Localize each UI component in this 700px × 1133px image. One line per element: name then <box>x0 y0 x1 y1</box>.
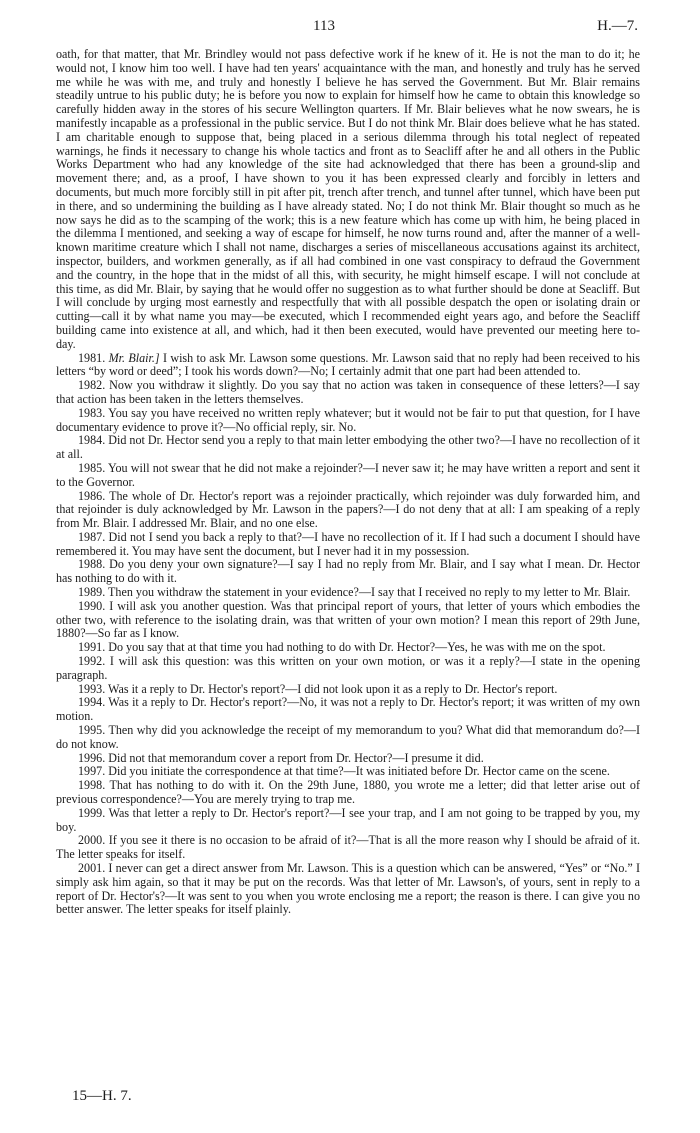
question-number: 1989. <box>78 585 106 600</box>
question-number: 2000. <box>78 833 106 848</box>
question-text: I never can get a direct answer from Mr. Lawson. This is a question which can be answered, “Yes” or “No.” I simply ask him again, so that it may be put on the records. Was that letter of Mr. Lawson's, of yours, sent in reply to a report of Dr. Hector's?—It was sent to you when you wrote enclosing me a report; the reason is there. I can give you no better answer. The letter speaks for itself plainly. <box>56 861 640 917</box>
question-number: 1998. <box>78 778 106 793</box>
question-number: 1982. <box>78 378 106 393</box>
question-paragraph <box>56 807 640 835</box>
question-number: 1992. <box>78 654 106 669</box>
question-paragraph <box>56 379 640 407</box>
question-text: Did not Dr. Hector send you a reply to that main letter embodying the other two?—I have no recollection of it at all. <box>56 433 640 462</box>
question-paragraph <box>56 434 640 462</box>
paragraph <box>56 48 640 352</box>
question-paragraph <box>56 765 640 779</box>
question-text: Did you initiate the correspondence at that time?—It was initiated before Dr. Hector came on the scene. <box>108 764 610 779</box>
question-paragraph <box>56 490 640 531</box>
question-paragraph <box>56 683 640 697</box>
question-paragraph <box>56 352 640 380</box>
question-text: Now you withdraw it slightly. Do you say that no action was taken in consequence of these letters?—I say that action has been taken in the letters themselves. <box>56 378 640 406</box>
question-text: You will not swear that he did not make a rejoinder?—I never saw it; he may have written a report and sent it to the Governor. <box>56 460 640 489</box>
question-text: I will ask you another question. Was that principal report of yours, that letter of yours which embodies the other two, with reference to the isolating drain, was that written of your own motion? I mean this report of 29th June, 1880?—So far as I know. <box>56 598 640 641</box>
question-paragraph <box>56 558 640 586</box>
question-number: 1988. <box>78 557 106 572</box>
question-text: Was that letter a reply to Dr. Hector's report?—I see your trap, and I am not going to be trapped by you, my boy. <box>56 805 640 834</box>
question-number: 1983. <box>78 405 106 420</box>
question-paragraph <box>56 724 640 752</box>
question-number: 1986. <box>78 488 106 503</box>
question-paragraph <box>56 696 640 724</box>
question-number: 1987. <box>78 529 106 544</box>
question-paragraph <box>56 641 640 655</box>
question-number: 2001. <box>78 861 106 876</box>
page-number: 113 <box>313 18 335 34</box>
question-text: Was it a reply to Dr. Hector's report?—No, it was not a reply to Dr. Hector's report; it was written of my own motion. <box>56 695 640 724</box>
paragraph-text: oath, for that matter, that Mr. Brindley would not pass defective work if he knew of it. He is not the man to do it; he would not, I know him too well. I have had ten years' acquaintance with the man, and honestly and truly has he served me while he was with me, and truly and honestly I believe he has served the Government. But Mr. Blair remains steadily untrue to his public duty; he is before you now to explain for himself how he came to obtain this knowledge so carefully hidden away in the stores of his secure Wellington quarters. If Mr. Blair believes what he now swears, he is manifestly incapable as a professional in the public service. But I do not think Mr. Blair does believe what he has stated. I am charitable enough to suppose that, being placed in a serious dilemma through his total neglect of repeated warnings, he finds it necessary to change his whole tactics and front as to Seacliff after he and all others in the Public Works Department who had any knowledge of the site had acknowledged that there has been a ground-slip and movement there; and, as a proof, I have shown to you it has been expressed clearly and forcibly in letters and documents, but much more forcibly still in pit after pit, trench after trench, and tunnel after tunnel, which have been put in there, and so undermining the building as I have already stated. No; I do not think Mr. Blair thought so much as he now says he did as to the scamping of the work; this is a new feature which has come up with him, he being placed in the dilemma I mentioned, and seeking a way of escape for himself, he now turns round and, after the manner of a well-known maritime creature which I shall not name, discharges a series of miscellaneous accusations against its architect, inspector, builders, and workmen generally, as if all had combined in one vast conspiracy to defraud the Government and the country, in the hope that in the midst of all this, with security, he might himself escape. I will not conclude at this time, as did Mr. Blair, by saying that he would offer no suggestion as to what further should be done at Seacliff. But I will conclude by urging most earnestly and respectfully that with all possible despatch the open or isolating drain or cutting—call it by what name you may—be executed, which I recommended eight years ago, and before the Seacliff building came into existence at all, and which, had it then been executed, would have prevented our meeting here to-day. <box>56 47 640 351</box>
question-number: 1981. <box>78 350 106 365</box>
question-number: 1996. <box>78 750 106 765</box>
running-reference: H.—7. <box>597 18 638 34</box>
question-text: Did not that memorandum cover a report from Dr. Hector?—I presume it did. <box>108 750 484 765</box>
question-number: 1999. <box>78 805 106 820</box>
question-paragraph <box>56 462 640 490</box>
question-paragraph <box>56 407 640 435</box>
question-paragraph <box>56 779 640 807</box>
question-paragraph <box>56 752 640 766</box>
question-number: 1993. <box>78 681 106 696</box>
body-text <box>56 48 640 917</box>
question-number: 1994. <box>78 695 106 710</box>
question-number: 1990. <box>78 598 106 613</box>
question-number: 1984. <box>78 433 106 448</box>
question-text: I wish to ask Mr. Lawson some questions. Mr. Lawson said that no reply had been received to his letters “by word or deed”; I took his words down?—No; I certainly admit that one part had been attended to. <box>56 350 640 379</box>
question-number: 1995. <box>78 723 106 738</box>
speaker-name: Mr. Blair.] <box>108 350 160 365</box>
question-number: 1985. <box>78 460 106 475</box>
question-paragraph <box>56 862 640 917</box>
question-paragraph <box>56 834 640 862</box>
question-text: That has nothing to do with it. On the 29th June, 1880, you wrote me a letter; did that letter arise out of previous correspondence?—You are merely trying to trap me. <box>56 778 640 807</box>
footer-signature: 15—H. 7. <box>72 1088 132 1104</box>
question-text: Do you deny your own signature?—I say I had no reply from Mr. Blair, and I say what I mean. Dr. Hector has nothing to do with it. <box>56 557 640 586</box>
question-text: You say you have received no written reply whatever; but it would not be fair to put that question, for I have documentary evidence to prove it?—No official reply, sir. No. <box>56 405 641 434</box>
question-paragraph <box>56 531 640 559</box>
question-text: Then you withdraw the statement in your evidence?—I say that I received no reply to my letter to Mr. Blair. <box>108 585 631 600</box>
question-text: Do you say that at that time you had nothing to do with Dr. Hector?—Yes, he was with me on the spot. <box>108 640 606 655</box>
question-text: Did not I send you back a reply to that?—I have no recollection of it. If I had such a document I should have remembered it. You may have sent the document, but I never had it in my possession. <box>56 529 640 558</box>
question-text: The whole of Dr. Hector's report was a rejoinder practically, which rejoinder was duly forwarded him, and that rejoinder is duly acknowledged by Mr. Lawson in the papers?—I do not deny that at all: I am speaking of a reply from Mr. Blair. I addressed Mr. Blair, and no one else. <box>56 488 640 531</box>
question-paragraph <box>56 655 640 683</box>
question-text: Then why did you acknowledge the receipt of my memorandum to you? What did that memorandum do?—I do not know. <box>56 723 640 751</box>
question-number: 1997. <box>78 764 106 779</box>
question-paragraph <box>56 586 640 600</box>
question-paragraph <box>56 600 640 641</box>
question-text: I will ask this question: was this written on your own motion, or was it a reply?—I state in the opening paragraph. <box>56 654 641 682</box>
question-number: 1991. <box>78 640 106 655</box>
question-text: Was it a reply to Dr. Hector's report?—I did not look upon it as a reply to Dr. Hector's report. <box>108 681 558 696</box>
question-text: If you see it there is no occasion to be afraid of it?—That is all the more reason why I should be afraid of it. The letter speaks for itself. <box>56 833 640 862</box>
